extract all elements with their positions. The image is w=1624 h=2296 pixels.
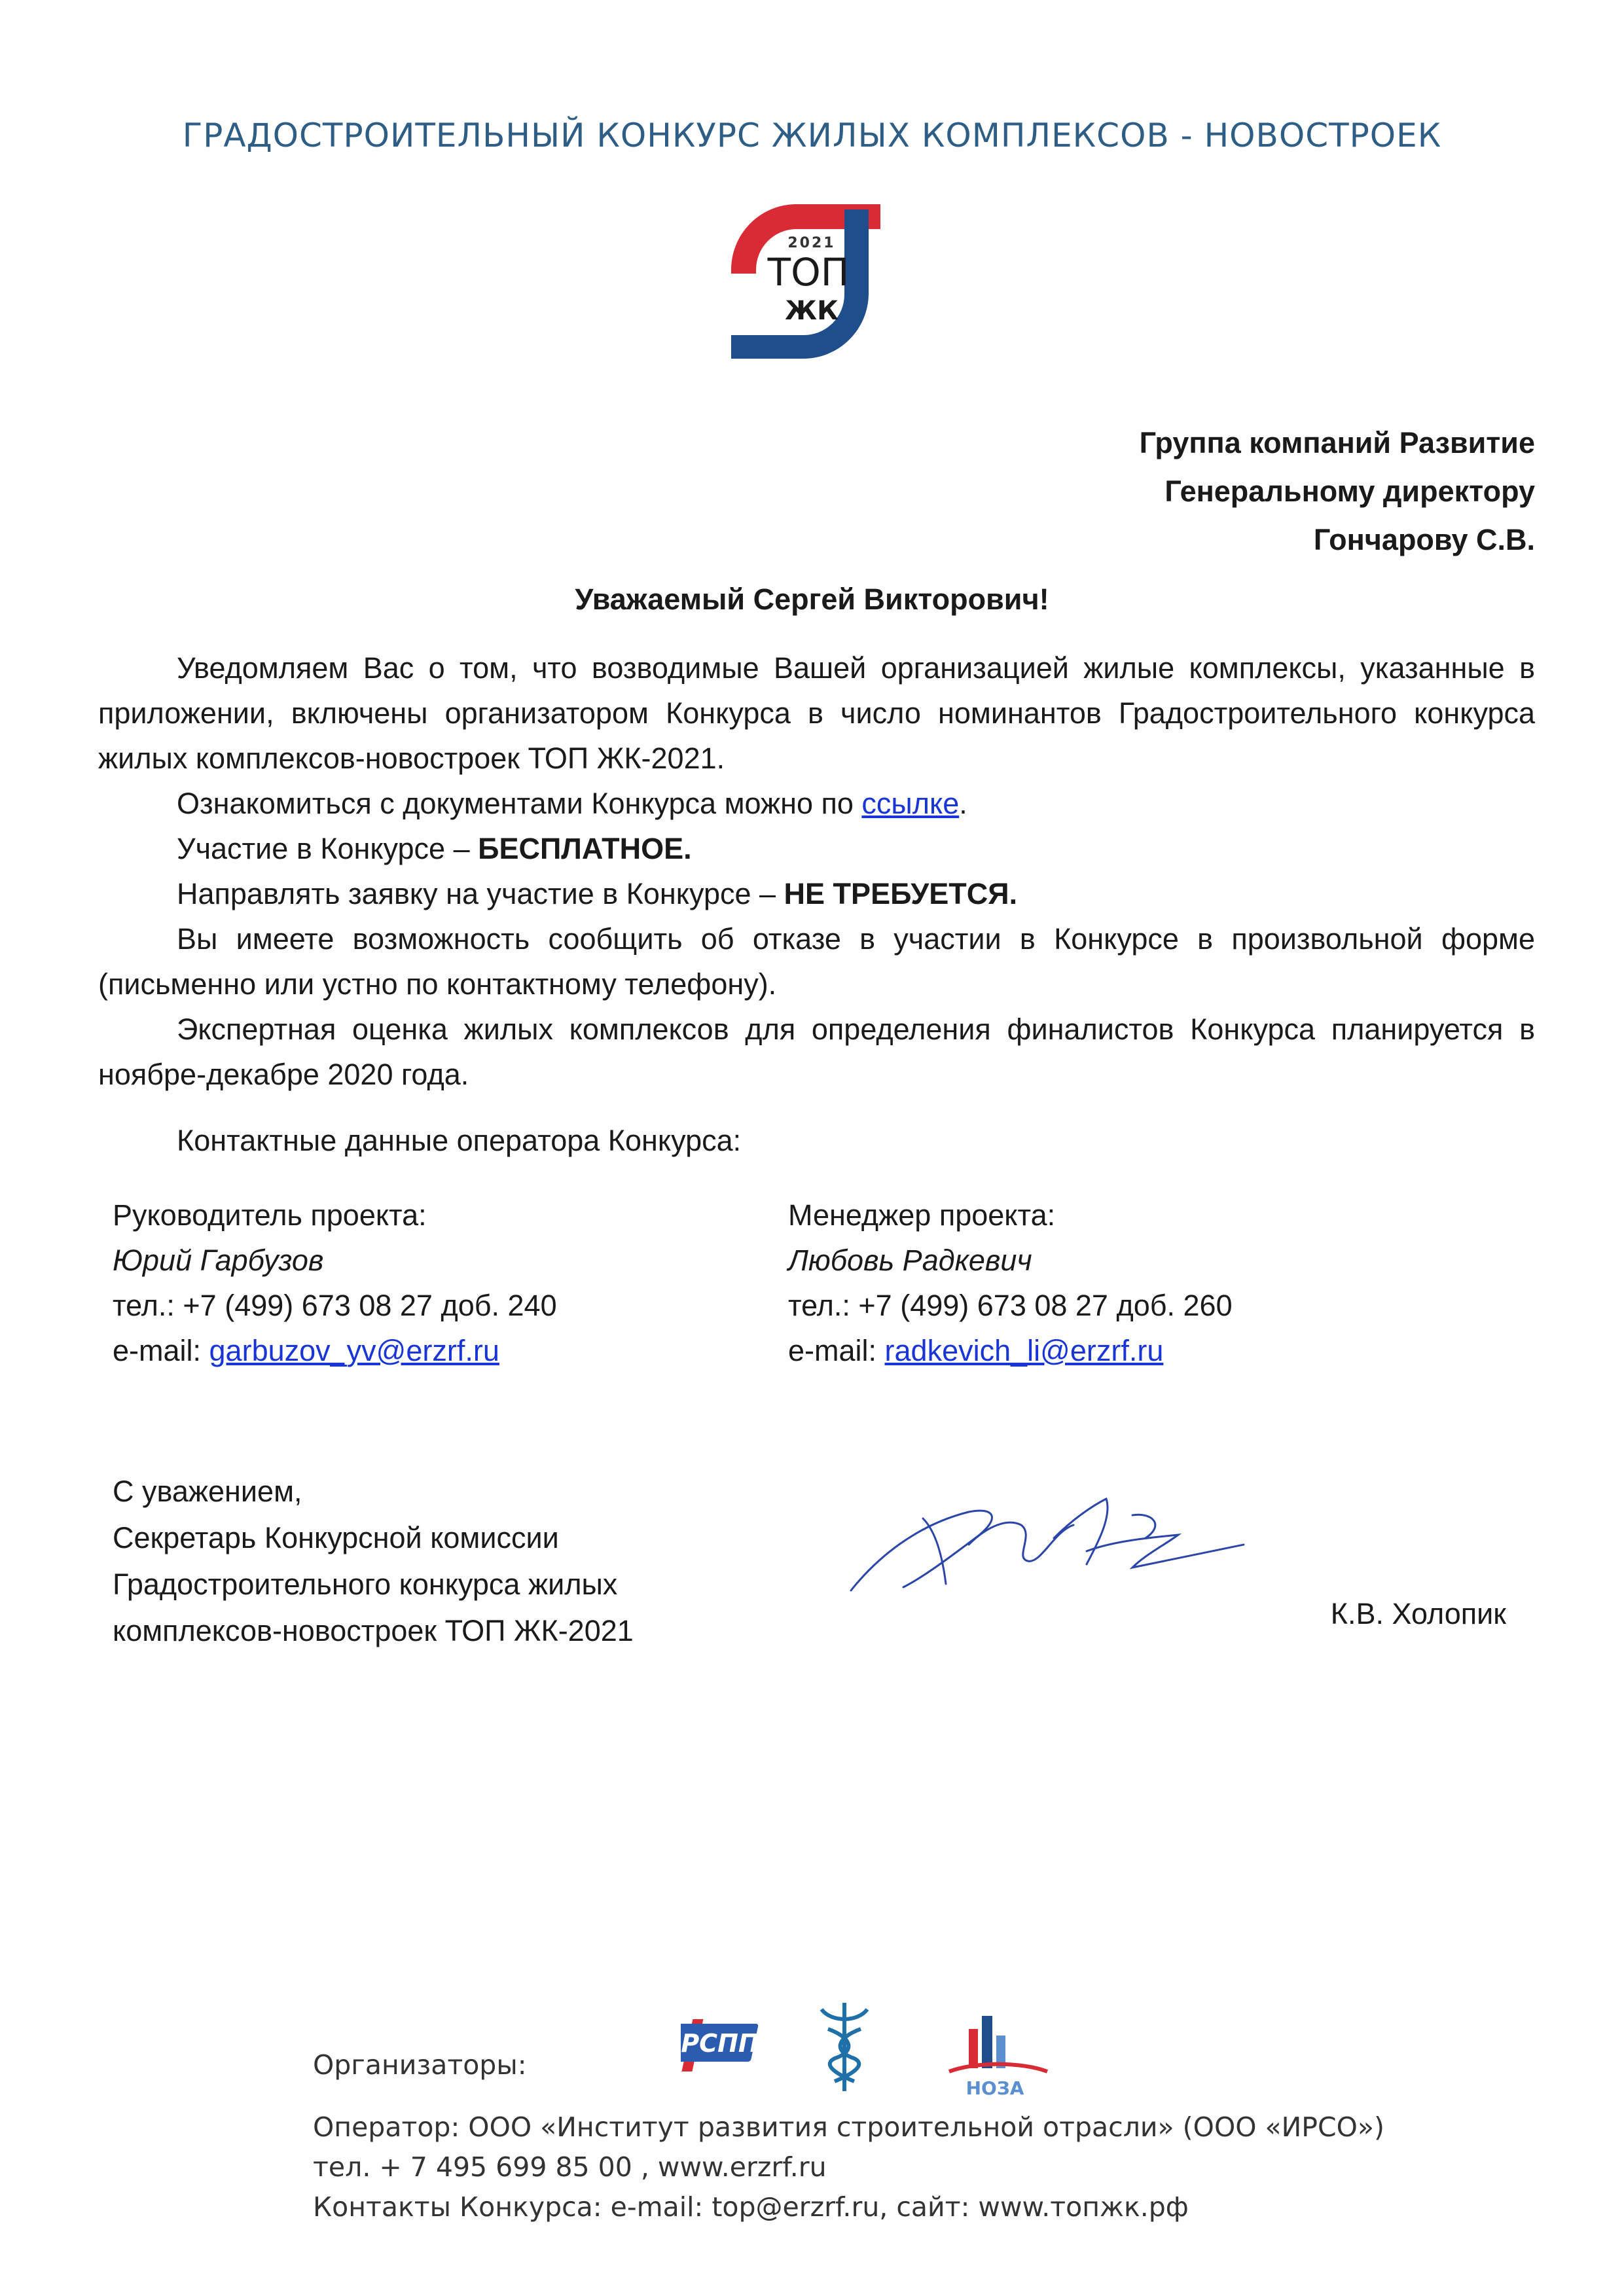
paragraph-evaluation: Экспертная оценка жилых комплексов для определения финалистов Конкурса планируется в ноябре-декабре 2020 года. xyxy=(98,1013,1535,1091)
contacts-heading: Контактные данные оператора Конкурса: xyxy=(177,1124,742,1157)
noza-logo xyxy=(949,2016,1047,2099)
header-title: ГРАДОСТРОИТЕЛЬНЫЙ КОНКУРС ЖИЛЫХ КОМПЛЕКСОВ - НОВОСТРОЕК xyxy=(182,117,1442,154)
email-label: e-mail: xyxy=(788,1334,885,1367)
footer xyxy=(313,2108,1384,2227)
contact-name: Юрий Гарбузов xyxy=(113,1244,324,1277)
paragraph-no-application xyxy=(98,871,1535,916)
organizers-label: Организаторы: xyxy=(313,2049,527,2081)
organizer-logos xyxy=(681,1990,1087,2101)
logo-line2: ЖК xyxy=(785,296,839,326)
contact-project-lead xyxy=(113,1193,557,1373)
no-application-bold: НЕ ТРЕБУЕТСЯ. xyxy=(784,877,1018,910)
free-bold: БЕСПЛАТНОЕ. xyxy=(478,832,692,865)
documents-suffix: . xyxy=(959,787,967,820)
closing-position-2: Градостроительного конкурса жилых xyxy=(113,1568,618,1601)
logo-year: 2021 xyxy=(787,235,836,251)
email-label: e-mail: xyxy=(113,1334,209,1367)
greeting: Уважаемый Сергей Викторович! xyxy=(575,583,1049,616)
paragraph-free xyxy=(98,826,1535,871)
closing-regards: С уважением, xyxy=(113,1475,302,1508)
footer-operator: Оператор: ООО «Институт развития строительной отрасли» (ООО «ИРСО») xyxy=(313,2111,1384,2143)
contact-phone: тел.: +7 (499) 673 08 27 доб. 260 xyxy=(788,1289,1233,1322)
footer-phone: тел. + 7 495 699 85 00 , www.erzrf.ru xyxy=(313,2151,827,2183)
handwritten-signature xyxy=(838,1479,1257,1610)
addressee-position: Генеральному директору xyxy=(1164,475,1535,508)
letter-body xyxy=(98,645,1535,1097)
contact-email-row xyxy=(788,1328,1233,1373)
logo-line1: ТОП xyxy=(767,250,850,295)
contact-role: Руководитель проекта: xyxy=(113,1198,427,1232)
paragraph-documents xyxy=(98,781,1535,826)
documents-text: Ознакомиться с документами Конкурса можно по xyxy=(177,787,862,820)
contact-email-row xyxy=(113,1328,557,1373)
noza-logo-text: НОЗА xyxy=(965,2077,1024,2099)
rspp-logo-text: РСПП xyxy=(681,2029,759,2058)
addressee-name: Гончарову С.В. xyxy=(1313,523,1535,556)
email-link[interactable]: radkevich_li@erzrf.ru xyxy=(884,1334,1164,1367)
rspp-logo xyxy=(681,2019,759,2072)
closing-block xyxy=(113,1468,634,1654)
contact-phone: тел.: +7 (499) 673 08 27 доб. 240 xyxy=(113,1289,557,1322)
closing-position-3: комплексов-новостроек ТОП ЖК-2021 xyxy=(113,1614,634,1647)
no-application-text: Направлять заявку на участие в Конкурсе – xyxy=(177,877,784,910)
documents-link[interactable]: ссылке xyxy=(861,787,960,820)
free-text: Участие в Конкурсе – xyxy=(177,832,478,865)
contact-project-manager xyxy=(788,1193,1233,1373)
footer-contacts: Контакты Конкурса: e-mail: top@erzrf.ru, сайт: www.топжк.рф xyxy=(313,2191,1189,2223)
signer-name: К.В. Холопик xyxy=(1330,1597,1506,1630)
caduceus-logo xyxy=(821,2003,867,2091)
closing-position-1: Секретарь Конкурсной комиссии xyxy=(113,1521,559,1554)
email-link[interactable]: garbuzov_yv@erzrf.ru xyxy=(209,1334,499,1367)
contact-role: Менеджер проекта: xyxy=(788,1198,1056,1232)
top-zhk-logo xyxy=(723,196,893,363)
addressee-block xyxy=(1140,419,1535,564)
addressee-company: Группа компаний Развитие xyxy=(1139,426,1535,459)
paragraph-refusal: Вы имеете возможность сообщить об отказе в участии в Конкурсе в произвольной форме (письменно или устно по контактному телефону). xyxy=(98,922,1535,1001)
contact-name: Любовь Радкевич xyxy=(788,1244,1032,1277)
paragraph-notification: Уведомляем Вас о том, что возводимые Вашей организацией жилые комплексы, указанные в приложении, включены организатором Конкурса в число номинантов Градостроительного конкурса жилых комплексов-новостроек ТОП ЖК-2021. xyxy=(98,651,1535,775)
